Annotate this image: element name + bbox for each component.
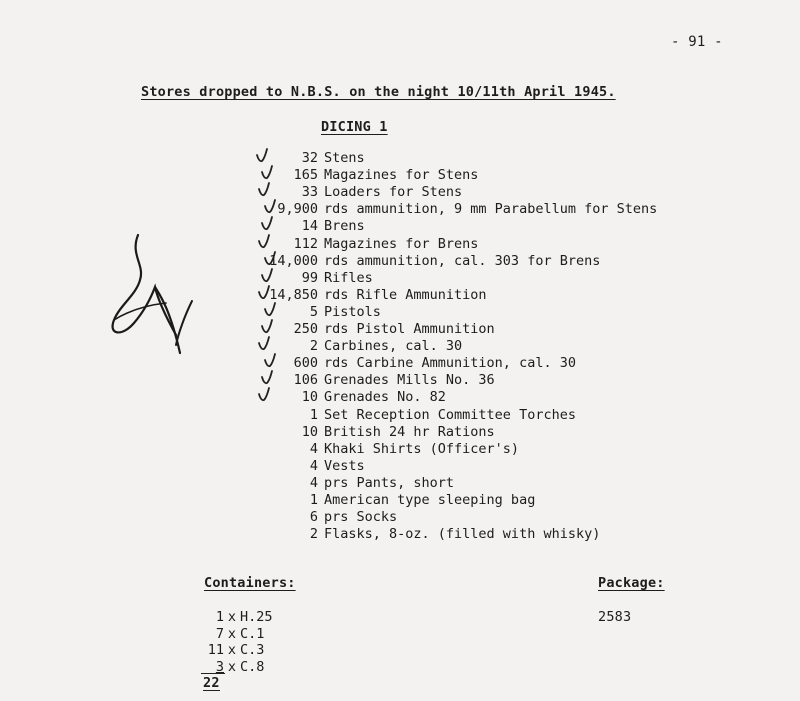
list-item [240,321,760,338]
item-description: rds Pistol Ammunition [324,321,495,337]
item-quantity: 112 [293,235,318,252]
item-quantity: 4 [309,474,318,491]
container-type: H.25 [240,609,273,625]
list-item [240,407,760,424]
item-quantity: 99 [301,269,318,286]
package-value: 2583 [598,609,632,625]
document-title: Stores dropped to N.B.S. on the night 10/11th April 1945. [141,84,616,100]
multiply-sign: x [227,658,237,675]
item-quantity: 14 [301,218,318,235]
item-description: rds ammunition, 9 mm Parabellum for Stens [324,201,658,218]
container-quantity: 11 [207,642,224,658]
multiply-sign: x [227,642,237,658]
item-quantity: 33 [301,184,318,201]
item-description: rds Carbine Ammunition, cal. 30 [324,355,576,372]
item-quantity: 14,000 [269,252,318,269]
list-item [240,458,760,475]
container-quantity: 1 [215,609,224,625]
item-description: Khaki Shirts (Officer's) [324,440,520,457]
item-description: Brens [324,218,365,235]
item-quantity: 10 [301,389,318,406]
item-quantity: 4 [309,457,318,474]
item-quantity: 250 [293,321,318,337]
item-description: Pistols [324,303,381,320]
multiply-sign: x [227,625,237,642]
item-quantity: 165 [293,167,318,184]
list-item [240,304,760,321]
item-quantity: 5 [309,303,318,320]
container-type: C.1 [240,625,265,642]
item-quantity: 106 [293,372,318,389]
list-item [240,355,760,372]
item-description: rds Rifle Ammunition [324,286,487,303]
container-type: C.8 [240,658,265,675]
item-quantity: 9,900 [277,201,318,218]
multiply-sign: x [227,609,237,625]
item-description: Magazines for Stens [324,167,479,184]
page-number: - 91 - [671,34,723,50]
list-item [240,424,760,441]
item-quantity: 600 [293,355,318,372]
list-item [240,509,760,526]
list-item [240,389,760,406]
item-description: prs Pants, short [324,474,455,491]
list-item [240,270,760,287]
container-row [190,626,264,642]
item-quantity: 1 [309,406,318,423]
item-description: Loaders for Stens [324,184,463,201]
item-description: rds ammunition, cal. 303 for Brens [324,252,601,269]
container-type: C.3 [240,642,265,658]
item-description: Rifles [324,269,373,286]
item-description: American type sleeping bag [324,492,536,508]
list-item [240,338,760,355]
list-item [240,236,760,253]
list-item [240,287,760,304]
item-description: Magazines for Brens [324,235,479,252]
item-quantity: 4 [309,440,318,457]
list-item [240,184,760,201]
list-item [240,475,760,492]
list-item [240,526,760,543]
list-item [240,441,760,458]
item-description: Grenades No. 82 [324,389,446,406]
item-description: prs Socks [324,509,398,526]
list-item [240,492,760,509]
item-description: Stens [324,150,365,166]
container-quantity: 7 [215,625,224,642]
item-quantity: 32 [301,150,318,166]
item-quantity: 2 [309,338,318,355]
item-description: Carbines, cal. 30 [324,338,463,355]
list-item [240,201,760,218]
item-quantity: 14,850 [269,286,318,303]
containers-total: 22 [203,675,220,691]
container-row [190,609,273,625]
list-item [240,253,760,270]
total-rule [201,673,225,674]
item-quantity: 10 [301,423,318,440]
containers-heading: Containers: [204,575,296,591]
item-description: Set Reception Committee Torches [324,406,576,423]
item-quantity: 1 [309,492,318,508]
section-heading: DICING 1 [321,119,388,135]
item-quantity: 2 [309,526,318,543]
item-description: British 24 hr Rations [324,423,495,440]
list-item [240,372,760,389]
list-item [240,167,760,184]
package-heading: Package: [598,575,665,591]
item-quantity: 6 [309,509,318,526]
item-description: Flasks, 8-oz. (filled with whisky) [324,526,601,543]
list-item [240,150,760,167]
item-description: Vests [324,457,365,474]
list-item [240,218,760,235]
item-description: Grenades Mills No. 36 [324,372,495,389]
container-quantity: 3 [215,658,224,675]
container-row [190,642,264,658]
handwritten-signature [100,225,195,375]
